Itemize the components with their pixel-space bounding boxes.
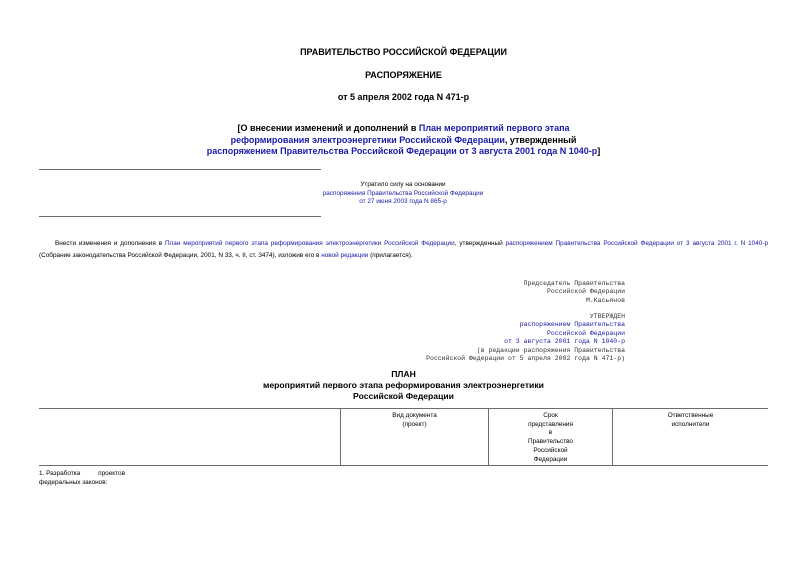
table-row	[39, 470, 139, 487]
title-mid: , утвержденный	[504, 134, 577, 145]
body-paragraph	[39, 238, 768, 261]
approved-block	[380, 313, 625, 363]
table-header-bottom-border	[39, 465, 768, 466]
divider-top	[39, 169, 321, 170]
header-cell-line: Ответственные	[667, 412, 714, 419]
header-cell-line: в	[548, 429, 553, 437]
header-cell-line: Российской	[533, 446, 568, 454]
plan-subtitle	[0, 380, 807, 401]
plan-link-title[interactable]: План мероприятий первого этапа	[418, 123, 570, 133]
government-heading: ПРАВИТЕЛЬСТВО РОССИЙСКОЙ ФЕДЕРАЦИИ	[300, 47, 507, 57]
expired-notice	[283, 181, 523, 207]
plan-subtitle-line2: Российской Федерации	[353, 390, 454, 401]
document-type: РАСПОРЯЖЕНИЕ	[365, 70, 442, 80]
plan-link-title-cont[interactable]: реформирования электроэнергетики Российской Федерации	[230, 134, 505, 145]
table-header-doc-type	[341, 412, 488, 429]
decree-1040-link-body-cont[interactable]: августа 2001 г. N 1040-р	[692, 240, 768, 247]
approved-edition-note-cont: Российской Федерации от 5 апреля 2002 года N 471-р)	[426, 355, 625, 363]
header-cell-line: Вид документа	[392, 412, 437, 419]
row-item-label-cont: проектов	[98, 470, 125, 477]
document-date: от 5 апреля 2002 года N 471-р	[337, 92, 470, 102]
plan-subtitle-line1: мероприятий первого этапа реформирования электроэнергетики	[263, 380, 544, 390]
new-edition-link[interactable]: новой редакции	[321, 251, 369, 259]
signature-block	[420, 280, 625, 305]
decree-1040-link-body[interactable]: распоряжением Правительства Российской Федерации от 3	[505, 240, 690, 247]
header-cell-line: Срок	[543, 412, 558, 419]
header-cell-line: Федерации	[533, 455, 568, 463]
signature-country: Российской Федерации	[546, 288, 625, 296]
approved-decree-link-date[interactable]: от 3 августа 2001 года N 1040-р	[504, 338, 625, 346]
header-cell-line: представления	[528, 420, 573, 428]
table-header-responsible	[613, 412, 768, 429]
decree-1040-link-title[interactable]: распоряжением Правительства Российской Федерации от 3 августа 2001 года N 1040-р	[206, 146, 598, 156]
document-title	[100, 123, 707, 158]
title-open-bracket: [	[237, 123, 241, 133]
row-line-2: федеральных законов:	[39, 478, 108, 486]
divider-bottom	[39, 216, 321, 217]
title-prefix: О внесении изменений и дополнений в	[240, 123, 419, 133]
body-text-mid: , утвержденный	[454, 240, 503, 247]
header-cell-line: (проект)	[402, 420, 427, 428]
table-header-deadline	[489, 412, 612, 464]
plan-link-body[interactable]: План мероприятий первого этапа реформирования электроэнергетики Российской Федерации	[164, 240, 455, 247]
approved-edition-note: (в редакции распоряжения Правительства	[476, 346, 625, 354]
decree-865-link-date[interactable]: от 27 июня 2003 года N 865-р	[359, 198, 447, 206]
expired-notice-text: Утратило силу на основании	[360, 181, 446, 188]
table-top-border	[39, 408, 768, 409]
approved-decree-link-country[interactable]: Российской Федерации	[546, 329, 625, 337]
row-item-label: 1. Разработка	[39, 470, 81, 477]
approved-decree-link[interactable]: распоряжением Правительства	[519, 321, 625, 329]
body-text-after: (Собрание законодательства Российской Федерации, 2001, N 33, ч. II, ст. 3474), изложив его в	[39, 251, 320, 259]
decree-865-link[interactable]: распоряжения Правительства Российской Федерации	[322, 189, 484, 197]
body-text-start: Внести изменения и дополнения в	[55, 240, 163, 247]
row-line	[39, 470, 139, 479]
body-text-end: (прилагается).	[370, 251, 413, 259]
title-close-bracket: ]	[597, 146, 601, 156]
header-cell-line: Правительство	[528, 438, 573, 446]
approved-label: УТВЕРЖДЕН	[589, 313, 625, 320]
plan-title: ПЛАН	[391, 369, 416, 379]
signature-name: М.Касьянов	[585, 296, 625, 304]
header-cell-line: исполнители	[671, 420, 710, 428]
signature-title: Председатель Правительства	[523, 280, 625, 287]
